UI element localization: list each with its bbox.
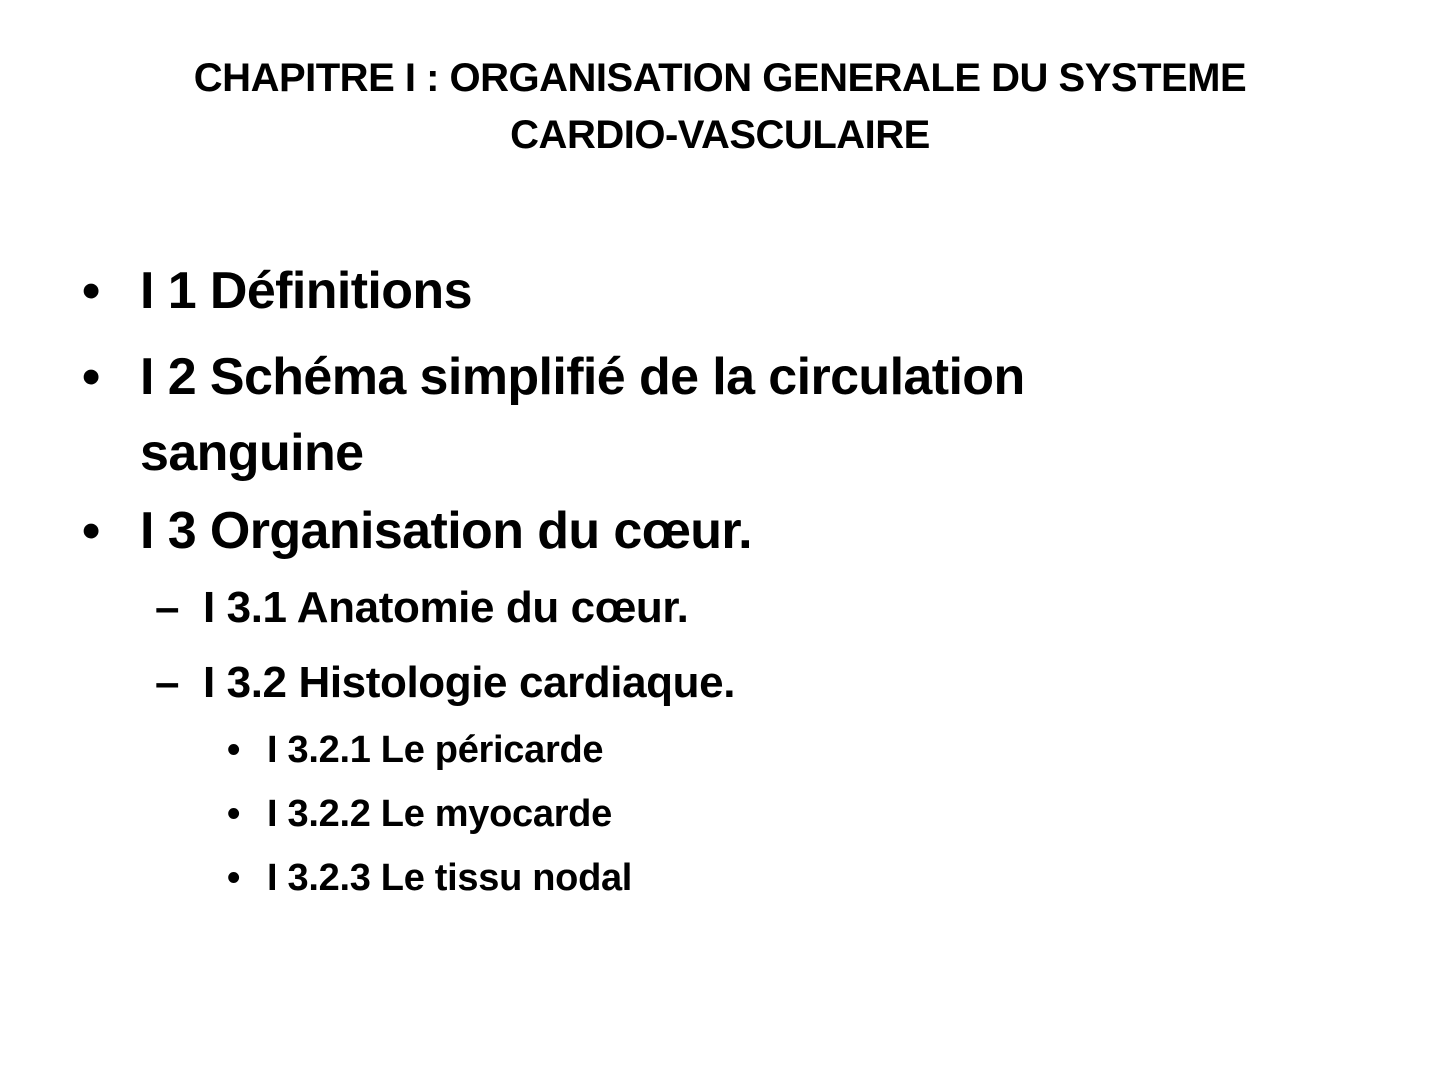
dash-icon: – (155, 583, 180, 632)
bullet-icon: • (82, 502, 100, 560)
subsublist-item-pericarde (227, 724, 1227, 776)
sublist-item-anatomie (155, 578, 1255, 638)
bullet-icon: • (227, 857, 241, 899)
sublist-item-text: I 3.2 Histologie cardiaque. (203, 658, 736, 707)
list-item-schema-circulation (82, 339, 1082, 491)
list-item-text: I 1 Définitions (140, 262, 472, 320)
list-item-organisation-coeur (82, 493, 1322, 569)
sublist-item-histologie (155, 653, 1255, 713)
bullet-icon: • (82, 262, 100, 320)
list-item-definitions (82, 253, 1322, 329)
subsublist-item-text: I 3.2.1 Le péricarde (267, 729, 604, 771)
bullet-icon: • (82, 348, 100, 406)
slide-title-line-1: CHAPITRE I : ORGANISATION GENERALE DU SYSTEME (193, 56, 1247, 100)
subsublist-item-myocarde (227, 788, 1227, 840)
bullet-icon: • (227, 793, 241, 835)
list-item-text: I 3 Organisation du cœur. (140, 502, 752, 560)
subsublist-item-text: I 3.2.2 Le myocarde (267, 793, 612, 835)
list-item-text: I 2 Schéma simplifié de la circulation sanguine (140, 348, 1025, 482)
slide-title (120, 50, 1320, 164)
dash-icon: – (155, 658, 180, 707)
sublist-item-text: I 3.1 Anatomie du cœur. (203, 583, 689, 632)
subsublist-item-tissu-nodal (227, 852, 1227, 904)
slide-title-line-2: CARDIO-VASCULAIRE (510, 113, 930, 157)
subsublist-item-text: I 3.2.3 Le tissu nodal (267, 857, 633, 899)
bullet-icon: • (227, 729, 241, 771)
